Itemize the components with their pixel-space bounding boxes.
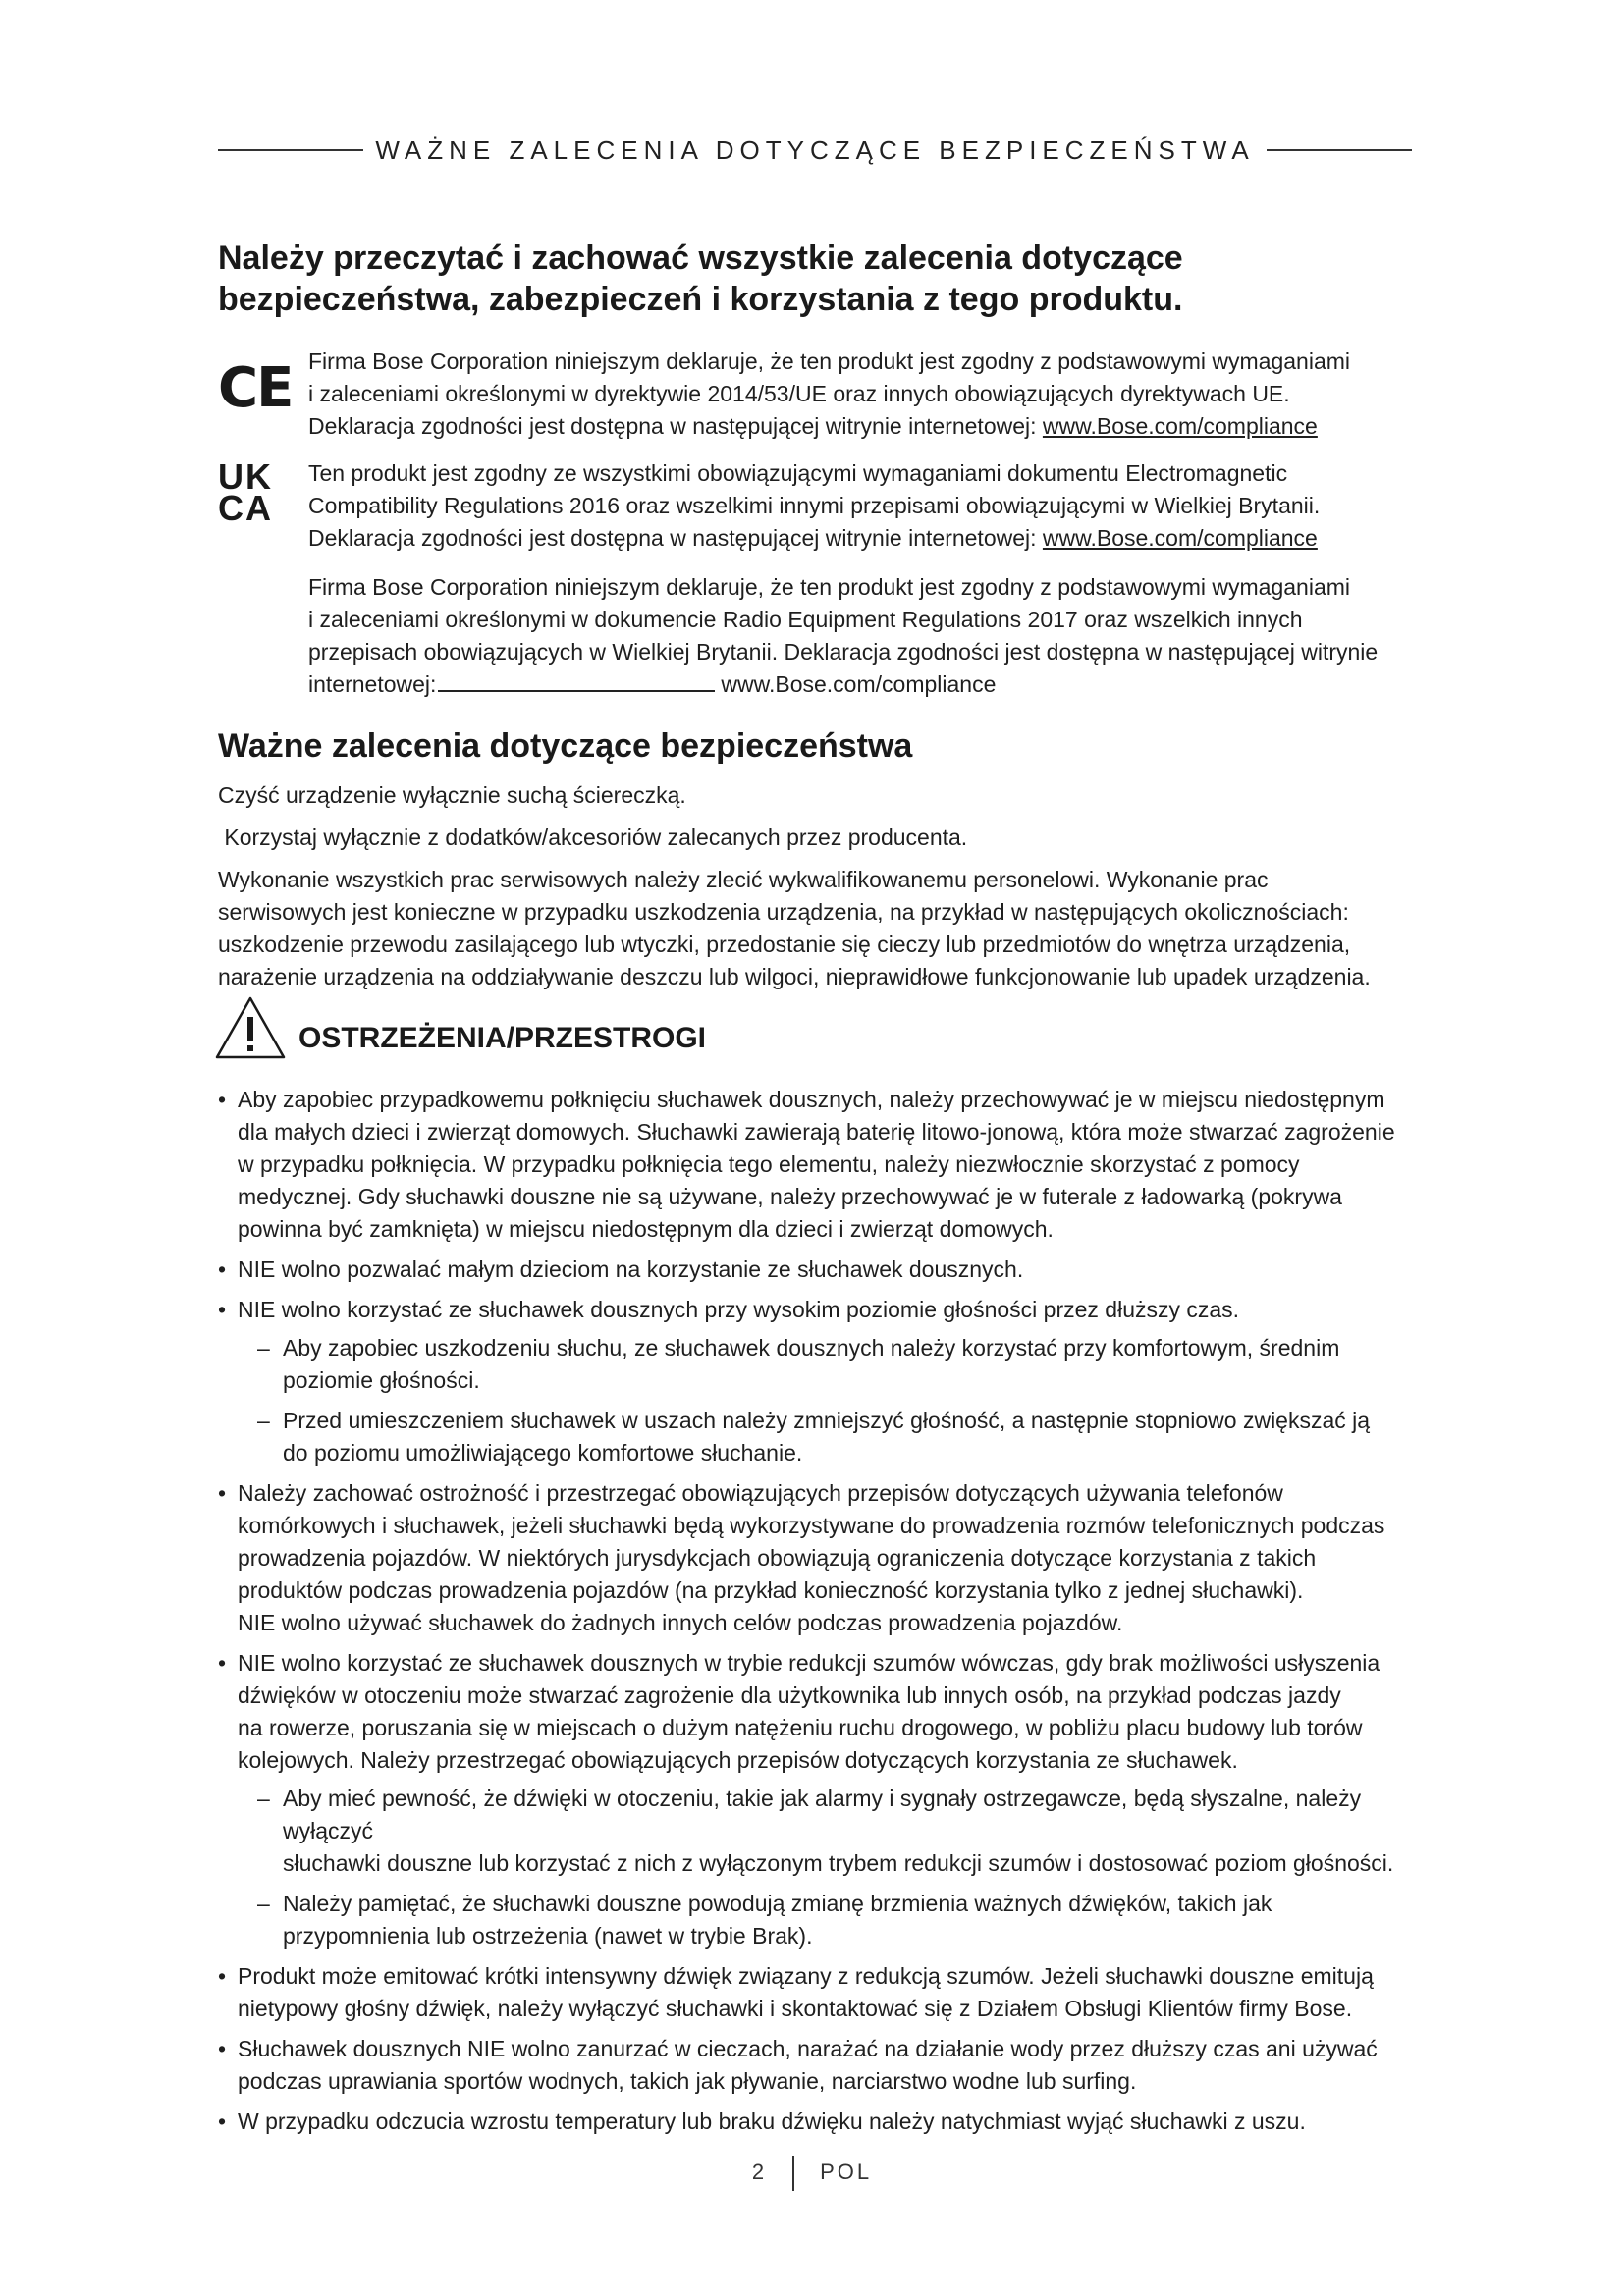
w3s1-l2: poziomie głośności. [283, 1367, 480, 1393]
w6-l1: Produkt może emitować krótki intensywny dźwięk związany z redukcją szumów. Jeżeli słuchawki douszne emitują [238, 1963, 1374, 1989]
w3s1-l1: Aby zapobiec uszkodzeniu słuchu, ze słuchawek dousznych należy korzystać przy komfortowym, średnim [283, 1335, 1340, 1361]
section-header [218, 124, 1412, 177]
warnings-list [218, 1084, 1435, 2146]
main-heading-line1: Należy przeczytać i zachować wszystkie zalecenia dotyczące [218, 240, 1183, 277]
warning-subitem [238, 1888, 1435, 1952]
safety-p2: Korzystaj wyłącznie z dodatków/akcesoriów zalecanych przez producenta. [218, 825, 968, 850]
warning-item-3 [218, 1294, 1435, 1469]
ce-text [308, 346, 1398, 443]
header-rule-left [218, 149, 363, 151]
w4-l5: NIE wolno używać słuchawek do żadnych innych celów podczas prowadzenia pojazdów. [238, 1610, 1123, 1635]
warning-item-5 [218, 1647, 1435, 1952]
ce-declaration [218, 346, 1396, 454]
warning-item-3-sublist [238, 1332, 1435, 1469]
warning-triangle-icon [214, 995, 287, 1060]
radio-compliance-link[interactable]: www.Bose.com/compliance [721, 671, 997, 697]
warning-item-1 [218, 1084, 1435, 1246]
ce-line2: i zaleceniami określonymi w dyrektywie 2014/53/UE oraz innych obowiązujących dyrektywach UE. [308, 381, 1290, 406]
w5-l2: dźwięków w otoczeniu może stwarzać zagrożenie dla użytkownika lub innych osób, na przykład podczas jazdy [238, 1682, 1341, 1708]
header-rule-right [1267, 149, 1412, 151]
w3-l1: NIE wolno korzystać ze słuchawek dousznych przy wysokim poziomie głośności przez dłuższy czas. [238, 1297, 1240, 1322]
ukca-mark-top: UK [218, 456, 273, 497]
ce-line1: Firma Bose Corporation niniejszym deklaruje, że ten produkt jest zgodny z podstawowymi wymaganiami [308, 348, 1351, 374]
safety-p3-l3: uszkodzenie przewodu zasilającego lub wtyczki, przedostanie się cieczy lub przedmiotów do wnętrza urządzenia, [218, 932, 1351, 957]
warning-item-8: • W przypadku odczucia wzrostu temperatury lub braku dźwięku należy natychmiast wyjąć słuchawki z uszu. [218, 2106, 1435, 2138]
w3s2-l2: do poziomu umożliwiającego komfortowe słuchanie. [283, 1440, 803, 1466]
w4-l4: produktów podczas prowadzenia pojazdów (na przykład konieczność korzystania tylko z jednej słuchawki). [238, 1577, 1304, 1603]
w5s1-l2: słuchawki douszne lub korzystać z nich z wyłączonym trybem redukcji szumów i dostosować poziom głośności. [283, 1850, 1394, 1876]
warnings-heading-row [214, 993, 706, 1062]
radio-line3: przepisach obowiązujących w Wielkiej Brytanii. Deklaracja zgodności jest dostępna w następującej witrynie [308, 639, 1379, 665]
w5-l1: NIE wolno korzystać ze słuchawek dousznych w trybie redukcji szumów wówczas, gdy brak możliwości usłyszenia [238, 1650, 1380, 1676]
safety-p3-l4: narażenie urządzenia na oddziaływanie deszczu lub wilgoci, nieprawidłowe funkcjonowanie lub upadek urządzenia. [218, 964, 1371, 989]
safety-p3-l2: serwisowych jest konieczne w przypadku uszkodzenia urządzenia, na przykład w następujących okolicznościach: [218, 899, 1349, 925]
ukca-line2: Compatibility Regulations 2016 oraz wszelkimi innymi przepisami obowiązującymi w Wielkiej Brytanii. [308, 493, 1321, 518]
radio-text [308, 571, 1398, 701]
warning-subitem [238, 1783, 1435, 1880]
ukca-compliance-link[interactable]: www.Bose.com/compliance [1042, 525, 1318, 551]
w1-l1: Aby zapobiec przypadkowemu połknięciu słuchawek dousznych, należy przechowywać je w miejscu niedostępnym [238, 1087, 1385, 1112]
radio-line2: i zaleceniami określonymi w dokumencie Radio Equipment Regulations 2017 oraz wszelkich innych [308, 607, 1303, 632]
w5s1-l1: Aby mieć pewność, że dźwięki w otoczeniu, takie jak alarmy i sygnały ostrzegawcze, będą słyszalne, należy wyłączyć [283, 1786, 1362, 1843]
warning-subitem [238, 1405, 1435, 1469]
w1-l2: dla małych dzieci i zwierząt domowych. Słuchawki zawierają baterię litowo-jonową, która może stwarzać zagrożenie [238, 1119, 1395, 1145]
safety-p1: Czyść urządzenie wyłącznie suchą ściereczką. [218, 782, 686, 808]
w4-l1: Należy zachować ostrożność i przestrzegać obowiązujących przepisów dotyczących używania telefonów [238, 1480, 1283, 1506]
ukca-mark-icon [218, 456, 273, 528]
warning-item-5-sublist [238, 1783, 1435, 1952]
ce-mark-icon: CE [218, 356, 293, 420]
w5s2-l2: przypomnienia lub ostrzeżenia (nawet w trybie Brak). [283, 1923, 813, 1949]
w1-l3: w przypadku połknięcia. W przypadku połknięcia tego elementu, należy niezwłocznie skorzystać z pomocy [238, 1151, 1300, 1177]
w6-l2: nietypowy głośny dźwięk, należy wyłączyć słuchawki i skontaktować się z Działem Obsługi Klientów firmy Bose. [238, 1996, 1353, 2021]
ce-line3 [308, 410, 1398, 443]
blank-line [438, 670, 715, 692]
ce-compliance-link[interactable]: www.Bose.com/compliance [1042, 413, 1318, 439]
footer-language: POL [820, 2159, 873, 2184]
w7-l2: podczas uprawiania sportów wodnych, takich jak pływanie, narciarstwo wodne lub surfing. [238, 2068, 1137, 2094]
warnings-heading: OSTRZEŻENIA/PRZESTROGI [298, 1022, 707, 1054]
w4-l2: komórkowych i słuchawek, jeżeli słuchawki będą wykorzystywane do prowadzenia rozmów telefonicznych podczas [238, 1513, 1385, 1538]
safety-paragraphs [218, 779, 1416, 993]
warning-subitem [238, 1332, 1435, 1397]
warning-item-7 [218, 2033, 1435, 2098]
warning-item-2: • NIE wolno pozwalać małym dzieciom na korzystanie ze słuchawek dousznych. [218, 1254, 1435, 1286]
w4-l3: prowadzenia pojazdów. W niektórych jurysdykcjach obowiązują ograniczenia dotyczące korzystania z takich [238, 1545, 1317, 1571]
radio-line1: Firma Bose Corporation niniejszym deklaruje, że ten produkt jest zgodny z podstawowymi wymaganiami [308, 574, 1351, 600]
warning-item-4 [218, 1477, 1435, 1639]
page-number: 2 [751, 2159, 768, 2184]
w5-l3: na rowerze, poruszania się w miejscach o dużym natężeniu ruchu drogowego, w pobliżu placu budowy lub torów [238, 1715, 1363, 1740]
ce-line3-text: Deklaracja zgodności jest dostępna w następującej witrynie internetowej: [308, 413, 1043, 439]
warning-item-6 [218, 1960, 1435, 2025]
page-footer [0, 2156, 1624, 2191]
ukca-line3 [308, 522, 1398, 555]
w5-l4: kolejowych. Należy przestrzegać obowiązujących przepisów dotyczących korzystania ze słuchawek. [238, 1747, 1238, 1773]
main-heading-line2: bezpieczeństwa, zabezpieczeń i korzystania z tego produktu. [218, 281, 1183, 318]
ukca-text [308, 457, 1398, 555]
ukca-line3-text: Deklaracja zgodności jest dostępna w następującej witrynie internetowej: [308, 525, 1043, 551]
ukca-declaration [218, 457, 1396, 565]
w5s2-l1: Należy pamiętać, że słuchawki douszne powodują zmianę brzmienia ważnych dźwięków, takich jak [283, 1891, 1272, 1916]
w1-l5: powinna być zamknięta) w miejscu niedostępnym dla dzieci i zwierząt domowych. [238, 1216, 1054, 1242]
w3s2-l1: Przed umieszczeniem słuchawek w uszach należy zmniejszyć głośność, a następnie stopniowo zwiększać ją [283, 1408, 1371, 1433]
w1-l4: medycznej. Gdy słuchawki douszne nie są używane, należy przechowywać je w futerale z ładowarką (pokrywa [238, 1184, 1342, 1209]
main-heading [218, 238, 1298, 320]
ukca-line1: Ten produkt jest zgodny ze wszystkimi obowiązującymi wymaganiami dokumentu Electromagnetic [308, 460, 1288, 486]
safety-p3-l1: Wykonanie wszystkich prac serwisowych należy zlecić wykwalifikowanemu personelowi. Wykonanie prac [218, 867, 1269, 892]
radio-equipment-declaration [218, 571, 1396, 709]
ukca-mark-bottom: CA [218, 488, 273, 528]
footer-separator [792, 2156, 794, 2191]
w7-l1: Słuchawek dousznych NIE wolno zanurzać w cieczach, narażać na działanie wody przez dłuższy czas ani używać [238, 2036, 1378, 2061]
header-title: WAŻNE ZALECENIA DOTYCZĄCE BEZPIECZEŃSTWA [375, 134, 1255, 165]
safety-heading: Ważne zalecenia dotyczące bezpieczeństwa [218, 727, 913, 765]
radio-line4 [308, 668, 1398, 701]
radio-line4-prefix: internetowej: [308, 671, 437, 697]
